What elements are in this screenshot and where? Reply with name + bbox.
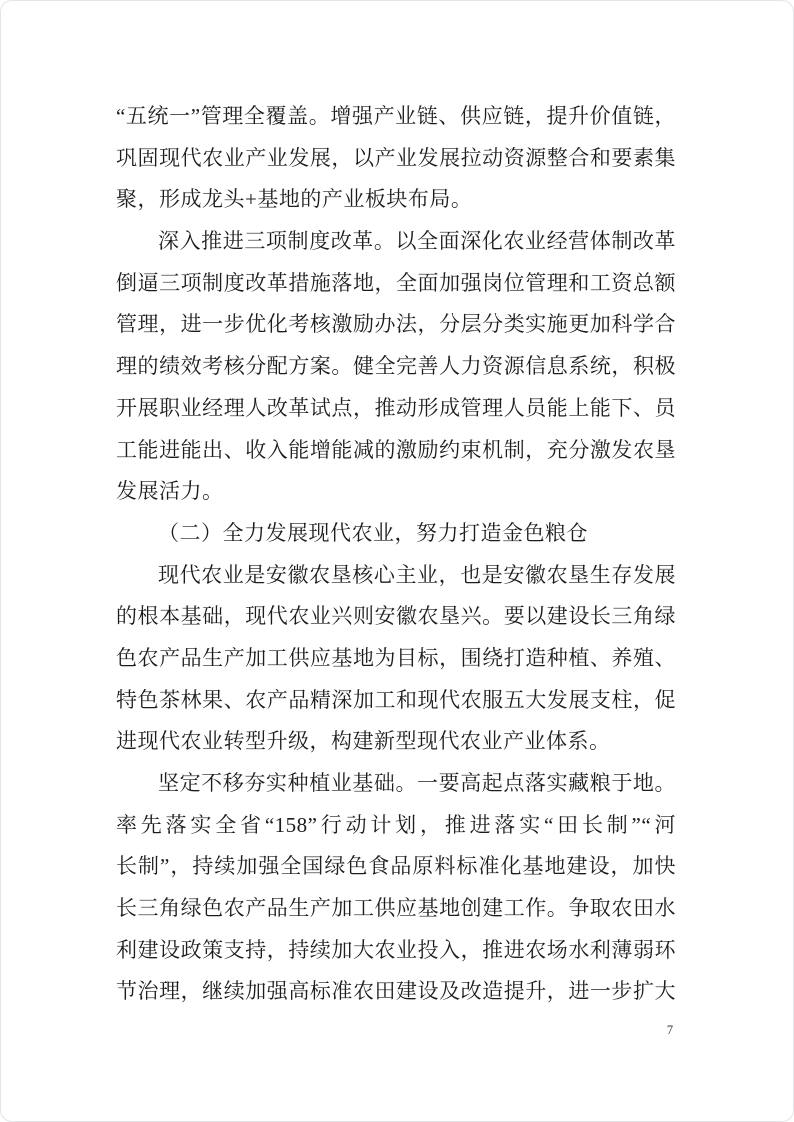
- text-line: 工能进能出、收入能增能减的激励约束机制，充分激发农垦: [116, 437, 676, 462]
- text-line: 利建设政策支持，持续加大农业投入，推进农场水利薄弱环: [116, 937, 676, 962]
- text-line: 色农产品生产加工供应基地为目标，围绕打造种植、养殖、: [116, 645, 676, 670]
- text-line: 节治理，继续加强高标准农田建设及改造提升，进一步扩大: [116, 979, 676, 1004]
- text-line: 率先落实全省“158”行动计划，推进落实“田长制”“河: [116, 812, 676, 837]
- text-line: 长制”，持续加强全国绿色食品原料标准化基地建设，加快: [116, 854, 676, 879]
- text-line: 理的绩效考核分配方案。健全完善人力资源信息系统，积极: [116, 354, 676, 379]
- text-line: 进现代农业转型升级，构建新型现代农业产业体系。: [116, 729, 611, 754]
- text-line: 发展活力。: [116, 479, 224, 504]
- text-line: 坚定不移夯实种植业基础。一要高起点落实藏粮于地。: [158, 771, 676, 795]
- text-line: 深入推进三项制度改革。以全面深化农业经营体制改革: [158, 229, 676, 254]
- page-number: 7: [666, 1023, 674, 1037]
- text-line: 的根本基础，现代农业兴则安徽农垦兴。要以建设长三角绿: [116, 604, 676, 629]
- section-heading-line: （二）全力发展现代农业，努力打造金色粮仓: [158, 520, 588, 545]
- text-line: “五统一”管理全覆盖。增强产业链、供应链，提升价值链，: [116, 104, 676, 128]
- document-body: [116, 96, 676, 1013]
- text-line: 现代农业是安徽农垦核心主业，也是安徽农垦生存发展: [158, 562, 676, 587]
- text-line: 开展职业经理人改革试点，推动形成管理人员能上能下、员: [116, 395, 676, 420]
- text-line: 特色茶林果、农产品精深加工和现代农服五大发展支柱，促: [116, 687, 676, 712]
- text-line: 管理，进一步优化考核激励办法，分层分类实施更加科学合: [116, 312, 676, 337]
- text-line: 巩固现代农业产业发展，以产业发展拉动资源整合和要素集: [116, 145, 676, 170]
- text-line: 聚，形成龙头+基地的产业板块布局。: [116, 187, 473, 212]
- text-line: 长三角绿色农产品生产加工供应基地创建工作。争取农田水: [116, 896, 676, 921]
- text-line: 倒逼三项制度改革措施落地，全面加强岗位管理和工资总额: [116, 270, 676, 295]
